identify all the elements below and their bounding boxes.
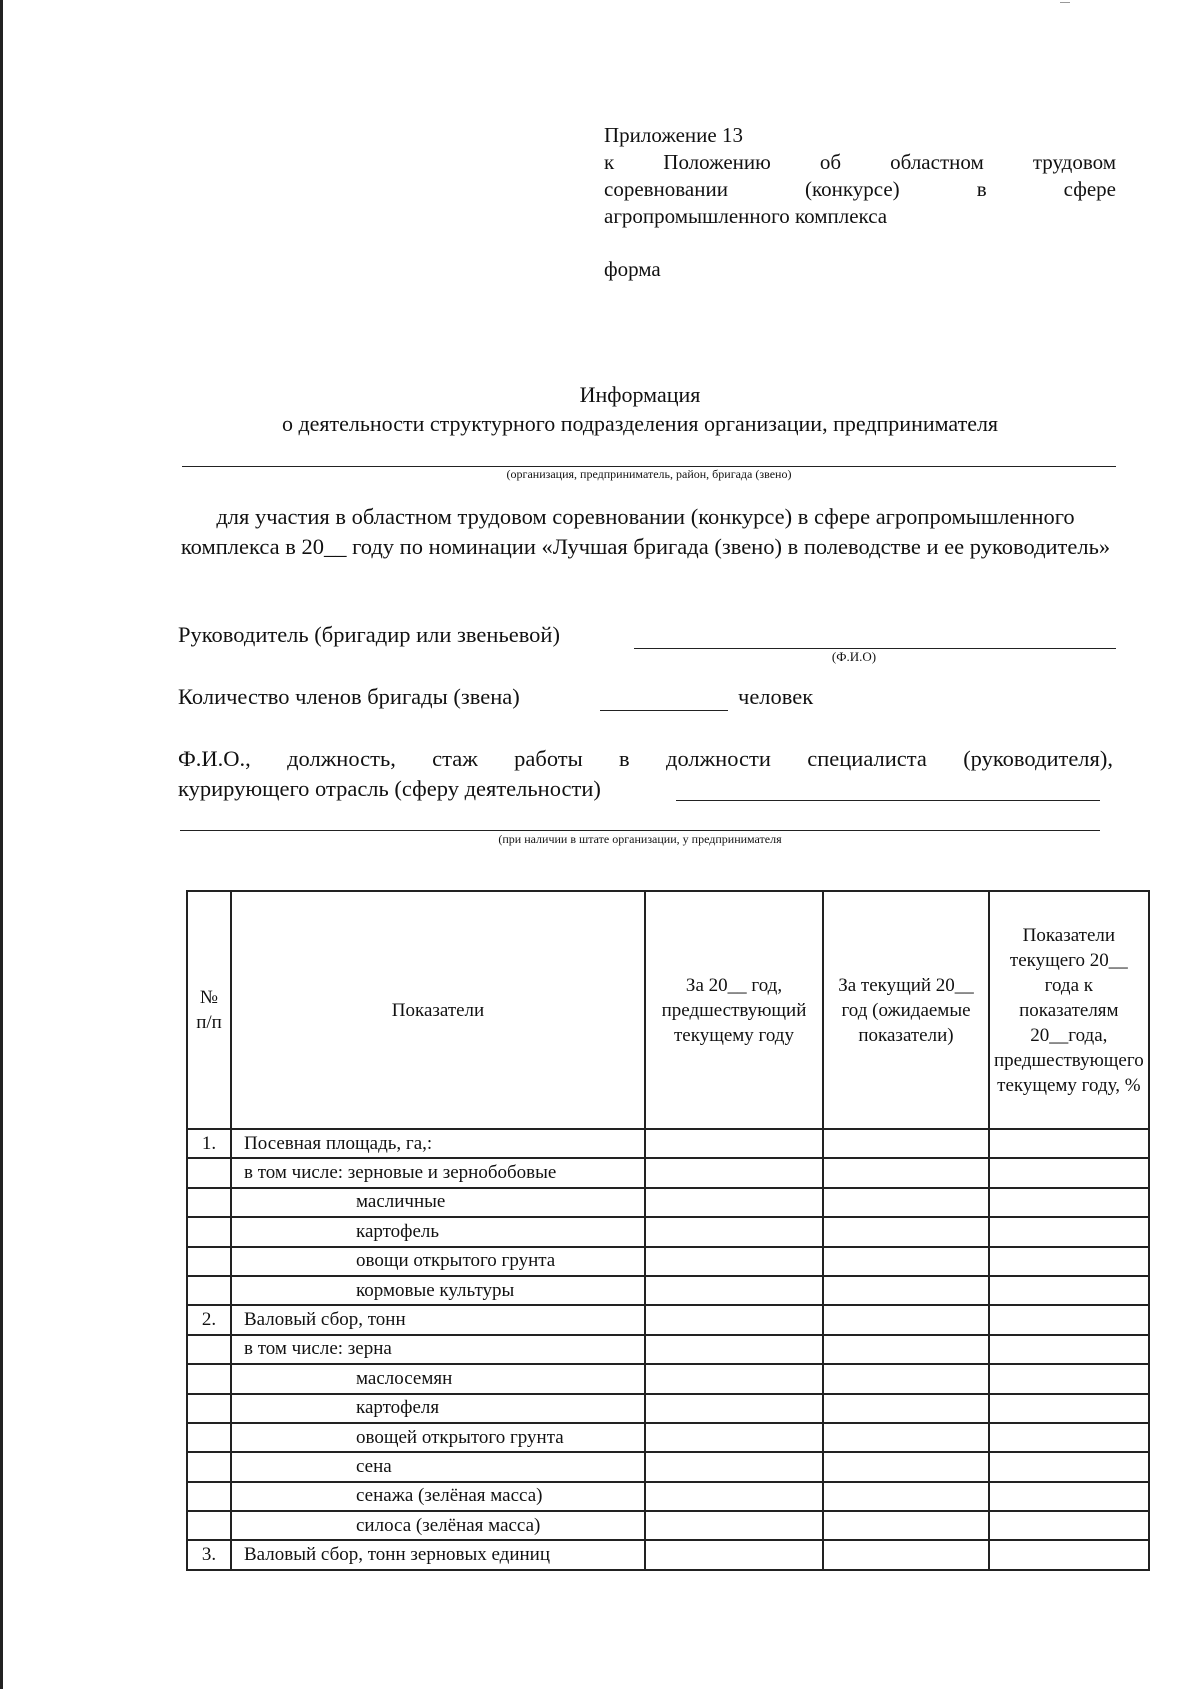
table-row (187, 1540, 1149, 1569)
document-title (160, 380, 1120, 438)
cell-ratio[interactable] (989, 1511, 1149, 1540)
table-row (187, 1394, 1149, 1423)
table-row (187, 1158, 1149, 1187)
table-row (187, 1217, 1149, 1246)
cell-current[interactable] (823, 1540, 989, 1569)
title-main: Информация (579, 382, 701, 407)
cell-current[interactable] (823, 1217, 989, 1246)
members-fill-line[interactable] (600, 710, 728, 711)
cell-prev[interactable] (645, 1129, 823, 1158)
cell-prev[interactable] (645, 1364, 823, 1393)
scan-edge-line (0, 0, 3, 1689)
cell-ratio[interactable] (989, 1305, 1149, 1334)
indicators-table (186, 890, 1150, 1571)
cell-ratio[interactable] (989, 1335, 1149, 1364)
cell-current[interactable] (823, 1423, 989, 1452)
cell-prev[interactable] (645, 1540, 823, 1569)
table-row (187, 1188, 1149, 1217)
cell-current[interactable] (823, 1247, 989, 1276)
cell-ratio[interactable] (989, 1452, 1149, 1481)
row-label: картофель (231, 1217, 645, 1246)
row-label: овощей открытого грунта (231, 1423, 645, 1452)
specialist-line-1: Ф.И.О., должность, стаж работы в должности специалиста (руководителя), (178, 746, 1113, 771)
cell-prev[interactable] (645, 1276, 823, 1305)
cell-ratio[interactable] (989, 1217, 1149, 1246)
purpose-text: для участия в областном трудовом соревновании (конкурсе) в сфере агропромышленного комплекса в 20__ году по номинации «Лучшая бригада (звено) в полеводстве и ее руководитель» (180, 504, 1111, 559)
table-row (187, 1511, 1149, 1540)
cell-current[interactable] (823, 1452, 989, 1481)
cell-current[interactable] (823, 1482, 989, 1511)
table-row (187, 1129, 1149, 1158)
row-num: 3. (187, 1540, 231, 1569)
cell-prev[interactable] (645, 1188, 823, 1217)
row-num (187, 1364, 231, 1393)
table-row (187, 1305, 1149, 1334)
table-row (187, 1452, 1149, 1481)
cell-prev[interactable] (645, 1247, 823, 1276)
leader-label: Руководитель (бригадир или звеньевой) (178, 622, 560, 647)
appendix-line-2: к Положению об областном трудовом (604, 150, 1116, 174)
row-num (187, 1482, 231, 1511)
row-num (187, 1188, 231, 1217)
title-sub: о деятельности структурного подразделения организации, предпринимателя (281, 411, 999, 436)
members-unit: человек (738, 684, 814, 709)
table-row (187, 1364, 1149, 1393)
header-indicator: Показатели (231, 891, 645, 1129)
row-label: сенажа (зелёная масса) (231, 1482, 645, 1511)
cell-prev[interactable] (645, 1511, 823, 1540)
header-current-year: За текущий 20__ год (ожидаемые показатели) (823, 891, 989, 1129)
cell-prev[interactable] (645, 1217, 823, 1246)
cell-ratio[interactable] (989, 1540, 1149, 1569)
row-label: силоса (зелёная масса) (231, 1511, 645, 1540)
row-label: Посевная площадь, га,: (231, 1129, 645, 1158)
header-num: № п/п (187, 891, 231, 1129)
cell-current[interactable] (823, 1158, 989, 1187)
appendix-note (604, 122, 1116, 283)
header-ratio: Показатели текущего 20__ года к показателям 20__года, предшествующего текущему году, % (989, 891, 1149, 1129)
appendix-line-4: агропромышленного комплекса (604, 204, 888, 228)
row-num (187, 1394, 231, 1423)
leader-hint: (Ф.И.О) (831, 649, 877, 664)
specialist-fill-line-1[interactable] (676, 800, 1100, 801)
cell-prev[interactable] (645, 1158, 823, 1187)
cell-prev[interactable] (645, 1305, 823, 1334)
cell-prev[interactable] (645, 1394, 823, 1423)
cell-prev[interactable] (645, 1335, 823, 1364)
cell-ratio[interactable] (989, 1423, 1149, 1452)
cell-current[interactable] (823, 1129, 989, 1158)
row-label: Валовый сбор, тонн зерновых единиц (231, 1540, 645, 1569)
row-label: Валовый сбор, тонн (231, 1305, 645, 1334)
scan-mark (1060, 2, 1070, 3)
members-label: Количество членов бригады (звена) (178, 684, 520, 709)
cell-ratio[interactable] (989, 1482, 1149, 1511)
row-num (187, 1217, 231, 1246)
cell-ratio[interactable] (989, 1129, 1149, 1158)
cell-current[interactable] (823, 1276, 989, 1305)
row-label: масличные (231, 1188, 645, 1217)
appendix-line-3: соревновании (конкурсе) в сфере (604, 177, 1116, 201)
row-label: маслосемян (231, 1364, 645, 1393)
row-num (187, 1276, 231, 1305)
table-row (187, 1423, 1149, 1452)
row-label: овощи открытого грунта (231, 1247, 645, 1276)
row-num (187, 1247, 231, 1276)
row-num: 1. (187, 1129, 231, 1158)
cell-current[interactable] (823, 1335, 989, 1364)
cell-ratio[interactable] (989, 1364, 1149, 1393)
table-row (187, 1247, 1149, 1276)
cell-ratio[interactable] (989, 1276, 1149, 1305)
cell-current[interactable] (823, 1305, 989, 1334)
form-label: форма (604, 257, 661, 281)
row-label: в том числе: зерновые и зернобобовые (231, 1158, 645, 1187)
row-label: в том числе: зерна (231, 1335, 645, 1364)
cell-ratio[interactable] (989, 1158, 1149, 1187)
cell-current[interactable] (823, 1188, 989, 1217)
row-num (187, 1158, 231, 1187)
cell-prev[interactable] (645, 1452, 823, 1481)
row-label: картофеля (231, 1394, 645, 1423)
row-label: сена (231, 1452, 645, 1481)
row-num (187, 1335, 231, 1364)
cell-current[interactable] (823, 1364, 989, 1393)
table-row (187, 1482, 1149, 1511)
row-label: кормовые культуры (231, 1276, 645, 1305)
row-num (187, 1452, 231, 1481)
cell-prev[interactable] (645, 1423, 823, 1452)
cell-current[interactable] (823, 1394, 989, 1423)
header-prev-year: За 20__ год, предшествующий текущему году (645, 891, 823, 1129)
cell-prev[interactable] (645, 1482, 823, 1511)
appendix-number: Приложение 13 (604, 123, 743, 147)
specialist-line-2: курирующего отрасль (сферу деятельности) (178, 776, 601, 801)
specialist-fill-line-2[interactable] (180, 830, 1100, 831)
cell-ratio[interactable] (989, 1394, 1149, 1423)
specialist-hint: (при наличии в штате организации, у предпринимателя (498, 832, 782, 846)
row-num (187, 1423, 231, 1452)
org-hint: (организация, предприниматель, район, бригада (звено) (506, 467, 792, 481)
table-row (187, 1276, 1149, 1305)
row-num (187, 1511, 231, 1540)
table-header-row (187, 891, 1149, 1129)
cell-ratio[interactable] (989, 1247, 1149, 1276)
cell-current[interactable] (823, 1511, 989, 1540)
cell-ratio[interactable] (989, 1188, 1149, 1217)
table-row (187, 1335, 1149, 1364)
row-num: 2. (187, 1305, 231, 1334)
